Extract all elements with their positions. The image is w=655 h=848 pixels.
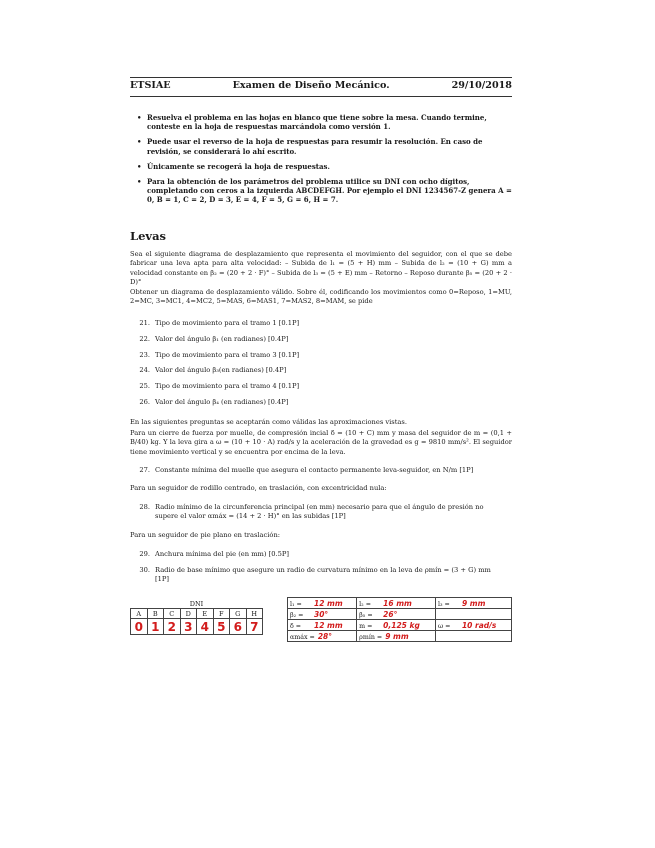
- bullet-icon: •: [137, 161, 142, 171]
- bullet-icon: •: [137, 177, 142, 187]
- answer-cell[interactable]: l₃ = 9 mm: [435, 598, 511, 609]
- dni-letter: B: [147, 609, 164, 619]
- page-header: [130, 80, 512, 91]
- approx-note: En las siguientes preguntas se aceptarán como válidas las aproximaciones vistas.: [130, 418, 407, 426]
- section-title: Levas: [130, 229, 167, 243]
- dni-title: DNI: [131, 599, 263, 609]
- dni-letter: H: [246, 609, 263, 619]
- dni-letter: C: [164, 609, 181, 619]
- answer-cell[interactable]: αmáx = 28°: [288, 631, 357, 642]
- header-school: ETSIAE: [130, 80, 171, 91]
- dni-letter: D: [180, 609, 197, 619]
- answer-cell[interactable]: [435, 609, 511, 620]
- header-date: 29/10/2018: [451, 80, 512, 91]
- instruction-item: • Puede usar el reverso de la hoja de respuestas para resumir la resolución. En caso de revisión, se considerará lo ahí escrito.: [137, 137, 483, 156]
- dni-digit[interactable]: 1: [147, 619, 164, 635]
- question-22: 22. Valor del ángulo β₁ (en radianes) [0.4P]: [139, 335, 289, 343]
- answer-cell[interactable]: l₂ = 16 mm: [357, 598, 436, 609]
- answer-cell[interactable]: m = 0,125 kg: [357, 620, 436, 631]
- dni-digit[interactable]: 7: [246, 619, 263, 635]
- question-29: 29. Anchura mínima del pie (en mm) [0.5P]: [139, 550, 289, 558]
- header-title: Examen de Diseño Mecánico.: [232, 80, 390, 91]
- dni-digit[interactable]: 5: [213, 619, 230, 635]
- answer-cell[interactable]: β₅ = 26°: [357, 609, 436, 620]
- dni-digit[interactable]: 2: [164, 619, 181, 635]
- question-27: 27. Constante mínima del muelle que asegura el contacto permanente leva-seguidor, en N/m [1P]: [139, 466, 474, 474]
- instructions-list: [130, 113, 512, 211]
- roller-intro: Para un seguidor de rodillo centrado, en traslación, con excentricidad nula:: [130, 484, 387, 492]
- header-top-rule: [130, 77, 512, 78]
- dni-letter: G: [230, 609, 247, 619]
- bullet-icon: •: [137, 113, 142, 122]
- answer-row: [288, 598, 512, 609]
- dni-letter: E: [197, 609, 214, 619]
- answer-row: [288, 620, 512, 631]
- header-bottom-rule: [130, 96, 512, 97]
- answer-cell[interactable]: l₁ = 12 mm: [288, 598, 357, 609]
- instruction-item: • Para la obtención de los parámetros del problema utilice su DNI con ocho dígitos, completando con ceros a la izquierda ABCDEFGH. Por ejemplo el DNI 1234567-Z genera A = 0, B = 1, C = 2, D = 3, E = 4, F = 5, G = 6, H = 7.: [137, 177, 512, 205]
- bullet-icon: •: [137, 137, 142, 147]
- dni-digit[interactable]: 4: [197, 619, 214, 635]
- instruction-item: • Únicamente se recogerá la hoja de respuestas.: [137, 161, 330, 171]
- answer-cell[interactable]: ω = 10 rad/s: [435, 620, 511, 631]
- question-30: 30. Radio de base mínimo que asegure un radio de curvatura mínimo en la leva de ρmín = (3 + G) mm [1P]: [139, 566, 491, 584]
- question-21: 21. Tipo de movimiento para el tramo 1 [0.1P]: [139, 319, 300, 327]
- flat-intro: Para un seguidor de pie plano en traslación:: [130, 531, 281, 539]
- answer-cell[interactable]: ρmín = 9 mm: [357, 631, 436, 642]
- dni-digit[interactable]: 6: [230, 619, 247, 635]
- answer-cell[interactable]: [435, 631, 511, 642]
- obtain-paragraph: Obtener un diagrama de desplazamiento válido. Sobre él, codificando los movimientos como 0=Reposo, 1=MU, 2=MC, 3=MC1, 4=MC2, 5=MAS, 6=MAS1, 7=MAS2, 8=MAM, se pide: [130, 288, 512, 306]
- question-25: 25. Tipo de movimiento para el tramo 4 [0.1P]: [139, 382, 300, 390]
- question-26: 26. Valor del ángulo β₄ (en radianes) [0.4P]: [139, 398, 289, 406]
- dni-digit[interactable]: 3: [180, 619, 197, 635]
- question-28: 28. Radio mínimo de la circunferencia principal (en mm) necesario para que el ángulo de presión no supere el valor αmáx = (14 + 2 · H)° en las subidas [1P]: [139, 503, 484, 521]
- dni-table: [130, 599, 263, 635]
- question-23: 23. Tipo de movimiento para el tramo 3 [0.1P]: [139, 351, 300, 359]
- dni-digit[interactable]: 0: [131, 619, 148, 635]
- intro-paragraph: Sea el siguiente diagrama de desplazamiento que representa el movimiento del seguidor, con el que se debe fabricar una leva apta para alta velocidad: – Subida de l₁ = (5 + H) mm – Subida de l₂ = (10 + G) mm a velocidad constante en β₂ = (20 + 2 · F)° – Subida de l₃ = (5 + E) mm – Retorno – Reposo durante β₅ = (20 + 2 · D)°: [130, 250, 512, 286]
- answer-row: [288, 609, 512, 620]
- dni-digits-row: [131, 619, 263, 635]
- dni-letters-row: [131, 609, 263, 619]
- answer-table: [287, 597, 512, 642]
- answer-cell[interactable]: β₂ = 30°: [288, 609, 357, 620]
- answer-cell[interactable]: δ = 12 mm: [288, 620, 357, 631]
- dni-letter: A: [131, 609, 148, 619]
- instruction-item: • Resuelva el problema en las hojas en blanco que tiene sobre la mesa. Cuando termine, conteste en la hoja de respuestas marcándola como versión 1.: [137, 113, 487, 132]
- force-paragraph: Para un cierre de fuerza por muelle, de compresión incial δ = (10 + C) mm y masa del seguidor de m = (0,1 + B/40) kg. Y la leva gira a ω = (10 + 10 · A) rad/s y la aceleración de la gravedad es g = 9810 mm/s². El seguidor tiene movimiento vertical y se encuentra por encima de la leva.: [130, 429, 512, 456]
- answer-row: [288, 631, 512, 642]
- dni-letter: F: [213, 609, 230, 619]
- question-24: 24. Valor del ángulo β₃(en radianes) [0.4P]: [139, 366, 287, 374]
